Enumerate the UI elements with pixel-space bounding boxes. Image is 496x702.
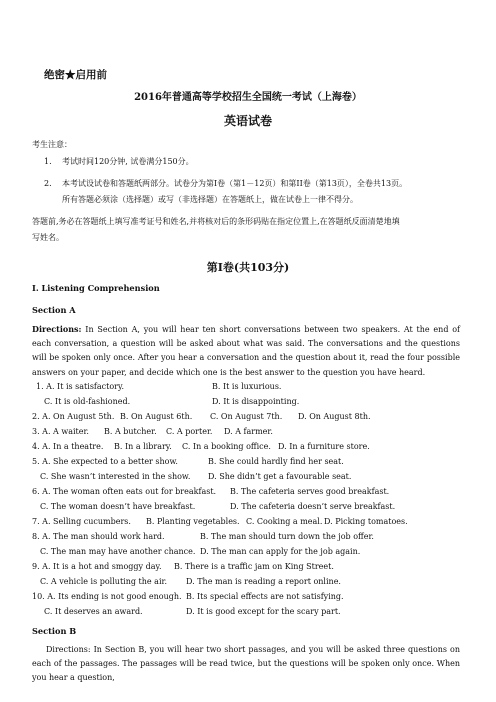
q6-option-c: C. The woman doesn’t have breakfast. [40, 502, 196, 511]
subject-title: 英语试卷 [223, 114, 272, 128]
note-2-text-continued: 所有答题必须涂（选择题）或写（非选择题）在答题纸上，做在试卷上一律不得分。 [62, 195, 358, 204]
q10-option-c: C. It deserves an award. [44, 607, 143, 616]
section-a-heading: Section A [32, 305, 76, 315]
q9-option-d: D. The man is reading a report online. [186, 577, 341, 586]
note-1-number: 1. [44, 157, 52, 166]
q7-option-c: C. Cooking a meal. [246, 517, 323, 526]
q5-option-b: B. She could hardly find her seat. [208, 457, 344, 466]
q2-option-b: B. On August 6th. [120, 412, 193, 421]
q10-option-d: D. It is good except for the scary part. [186, 607, 341, 616]
instruction-line-1: 答题前,务必在答题纸上填写准考证号和姓名,并将核对后的条形码贴在指定位置上,在答题纸反面清楚地填 [32, 217, 400, 226]
q6-option-a: 6. A. The woman often eats out for breakfast. [32, 487, 217, 496]
q5-option-d: D. She didn’t get a favourable seat. [208, 472, 352, 481]
q2-option-c: C. On August 7th. [210, 412, 283, 421]
q8-option-a: 8. A. The man should work hard. [32, 532, 165, 541]
part1-title: 第I卷(共103分) [206, 261, 290, 274]
note-2-number: 2. [44, 179, 52, 188]
q4-option-a: 4. A. In a theatre. [32, 442, 104, 451]
q10-option-a: 10. A. Its ending is not good enough. [32, 592, 182, 601]
q3-option-b: B. A butcher. [104, 427, 157, 436]
q1-option-b: B. It is luxurious. [212, 382, 282, 391]
q4-option-d: D. In a furniture store. [278, 442, 370, 451]
q5-option-a: 5. A. She expected to a better show. [32, 457, 178, 466]
q9-option-a: 9. A. It is a hot and smoggy day. [32, 562, 162, 571]
section-b-heading: Section B [32, 626, 77, 636]
note-1-text: 考试时间120分钟, 试卷满分150分。 [62, 157, 194, 166]
q9-option-b: B. There is a traffic jam on King Street. [174, 562, 334, 571]
q3-option-c: C. A porter. [166, 427, 213, 436]
q4-option-c: C. In a booking office. [182, 442, 271, 451]
directions-label: Directions: [32, 324, 82, 334]
q2-option-d: D. On August 8th. [298, 412, 371, 421]
q7-option-a: 7. A. Selling cucumbers. [32, 517, 131, 526]
section-heading: I. Listening Comprehension [32, 283, 160, 293]
notes-heading: 考生注意： [32, 140, 72, 149]
q10-option-b: B. Its special effects are not satisfying. [186, 592, 344, 601]
directions-text: In Section A, you will hear ten short conversations between two speakers. At the end of each conversation, a question will be asked about what was said. The conversations and the questions will be spoken only once. After you hear a conversation and the question about it, read the four possible answers on your paper, and decide which one is the best answer to the question you have heard. [32, 325, 460, 377]
note-2-text: 本考试设试卷和答题纸两部分。试卷分为第I卷（第1－12页）和第II卷（第13页），全卷共13页。 [62, 179, 408, 188]
section-b-directions: Directions: In Section B, you will hear two short passages, and you will be asked three questions on each of the passages. The passages will be read twice, but the questions will be spoken only once. When you hear a question, [32, 645, 460, 683]
q2-option-a: 2. A. On August 5th. [32, 412, 115, 421]
section-a-directions [32, 322, 460, 380]
q9-option-c: C. A vehicle is polluting the air. [40, 577, 167, 586]
q8-option-d: D. The man can apply for the job again. [200, 547, 361, 556]
q3-option-d: D. A farmer. [224, 427, 273, 436]
confidential-mark: 绝密★启用前 [44, 69, 107, 81]
q8-option-b: B. The man should turn down the job offer. [200, 532, 374, 541]
q1-option-a: 1. A. It is satisfactory. [36, 382, 124, 391]
q1-option-c: C. It is old-fashioned. [44, 397, 131, 406]
q6-option-d: D. The cafeteria doesn’t serve breakfast. [230, 502, 396, 511]
q4-option-b: B. In a library. [114, 442, 172, 451]
q3-option-a: 3. A. A waiter. [32, 427, 89, 436]
exam-title: 2016年普通高等学校招生全国统一考试（上海卷） [134, 92, 362, 103]
q5-option-c: C. She wasn’t interested in the show. [40, 472, 191, 481]
q8-option-c: C. The man may have another chance. [40, 547, 196, 556]
q7-option-d: D. Picking tomatoes. [324, 517, 408, 526]
instruction-line-2: 写姓名。 [32, 233, 64, 242]
q6-option-b: B. The cafeteria serves good breakfast. [230, 487, 390, 496]
q1-option-d: D. It is disappointing. [212, 397, 300, 406]
q7-option-b: B. Planting vegetables. [146, 517, 240, 526]
